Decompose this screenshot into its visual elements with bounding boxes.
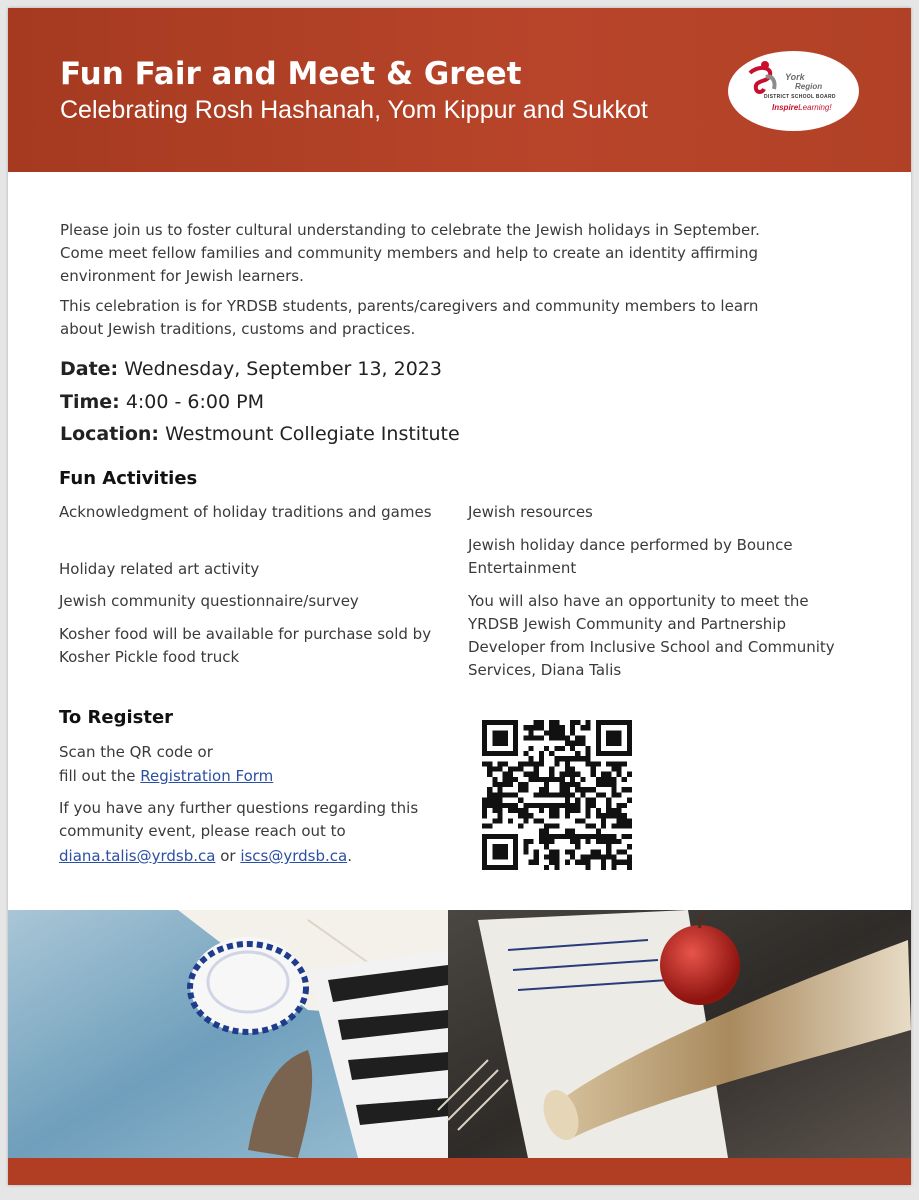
intro-paragraph-1: Please join us to foster cultural understanding to celebrate the Jewish holidays in September. Come meet fellow families and community members and help to create an identity affirming environment for Jewish learners. bbox=[60, 221, 760, 285]
register-scan-text: Scan the QR code or bbox=[59, 743, 213, 761]
register-heading: To Register bbox=[59, 707, 174, 728]
activities-heading: Fun Activities bbox=[59, 468, 198, 489]
registration-form-link[interactable]: Registration Form bbox=[140, 767, 274, 785]
date-label: Date: bbox=[60, 358, 119, 380]
date-value: Wednesday, September 13, 2023 bbox=[124, 358, 442, 380]
activity-item: Holiday related art activity bbox=[59, 560, 260, 578]
email-link-iscs[interactable]: iscs@yrdsb.ca bbox=[240, 847, 348, 865]
red-apple bbox=[660, 925, 740, 1005]
intro-paragraph-2: This celebration is for YRDSB students, parents/caregivers and community members to learn about Jewish traditions, customs and practices. bbox=[60, 297, 759, 338]
activity-item: Jewish resources bbox=[468, 503, 593, 521]
holiday-photo-banner bbox=[8, 910, 911, 1158]
page-title: Fun Fair and Meet & Greet bbox=[60, 56, 522, 92]
activity-item: Acknowledgment of holiday traditions and games bbox=[59, 503, 432, 521]
activity-item: Jewish community questionnaire/survey bbox=[59, 592, 359, 610]
date-line bbox=[60, 358, 442, 380]
location-value: Westmount Collegiate Institute bbox=[165, 423, 460, 445]
qr-code-graphic bbox=[482, 720, 632, 870]
time-label: Time: bbox=[60, 391, 120, 413]
location-label: Location: bbox=[60, 423, 160, 445]
logo-tagline-learning: Learning! bbox=[798, 103, 832, 112]
flyer-page bbox=[8, 8, 911, 1185]
kippah bbox=[190, 937, 306, 1033]
time-line bbox=[60, 391, 264, 413]
footer-bar bbox=[8, 1158, 911, 1185]
header-banner bbox=[8, 8, 911, 172]
register-contact-line bbox=[59, 845, 352, 868]
logo-tagline bbox=[772, 103, 832, 112]
logo-york-text: York bbox=[785, 72, 805, 82]
register-form-prefix: fill out the bbox=[59, 767, 141, 785]
holiday-photo-illustration bbox=[8, 910, 911, 1158]
register-form-line bbox=[59, 765, 273, 788]
registration-qr-code[interactable] bbox=[482, 720, 632, 870]
logo-board-text: DISTRICT SCHOOL BOARD bbox=[764, 94, 836, 100]
location-line bbox=[60, 423, 460, 445]
logo-region-text: Region bbox=[795, 82, 823, 91]
activity-item: Kosher food will be available for purchase sold by Kosher Pickle food truck bbox=[59, 625, 432, 666]
time-value: 4:00 - 6:00 PM bbox=[125, 391, 264, 413]
logo-tagline-inspire: Inspire bbox=[772, 103, 799, 112]
contact-period: . bbox=[347, 847, 352, 865]
register-questions-text: If you have any further questions regarding this community event, please reach out to bbox=[59, 799, 419, 840]
contact-or-text: or bbox=[215, 847, 241, 865]
yrdsb-logo bbox=[728, 51, 859, 131]
email-link-diana[interactable]: diana.talis@yrdsb.ca bbox=[59, 847, 216, 865]
activity-item: Jewish holiday dance performed by Bounce Entertainment bbox=[468, 536, 793, 577]
activity-item: You will also have an opportunity to meet the YRDSB Jewish Community and Partnership Developer from Inclusive School and Community Services, Diana Talis bbox=[468, 592, 835, 679]
page-subtitle: Celebrating Rosh Hashanah, Yom Kippur and Sukkot bbox=[60, 96, 648, 124]
